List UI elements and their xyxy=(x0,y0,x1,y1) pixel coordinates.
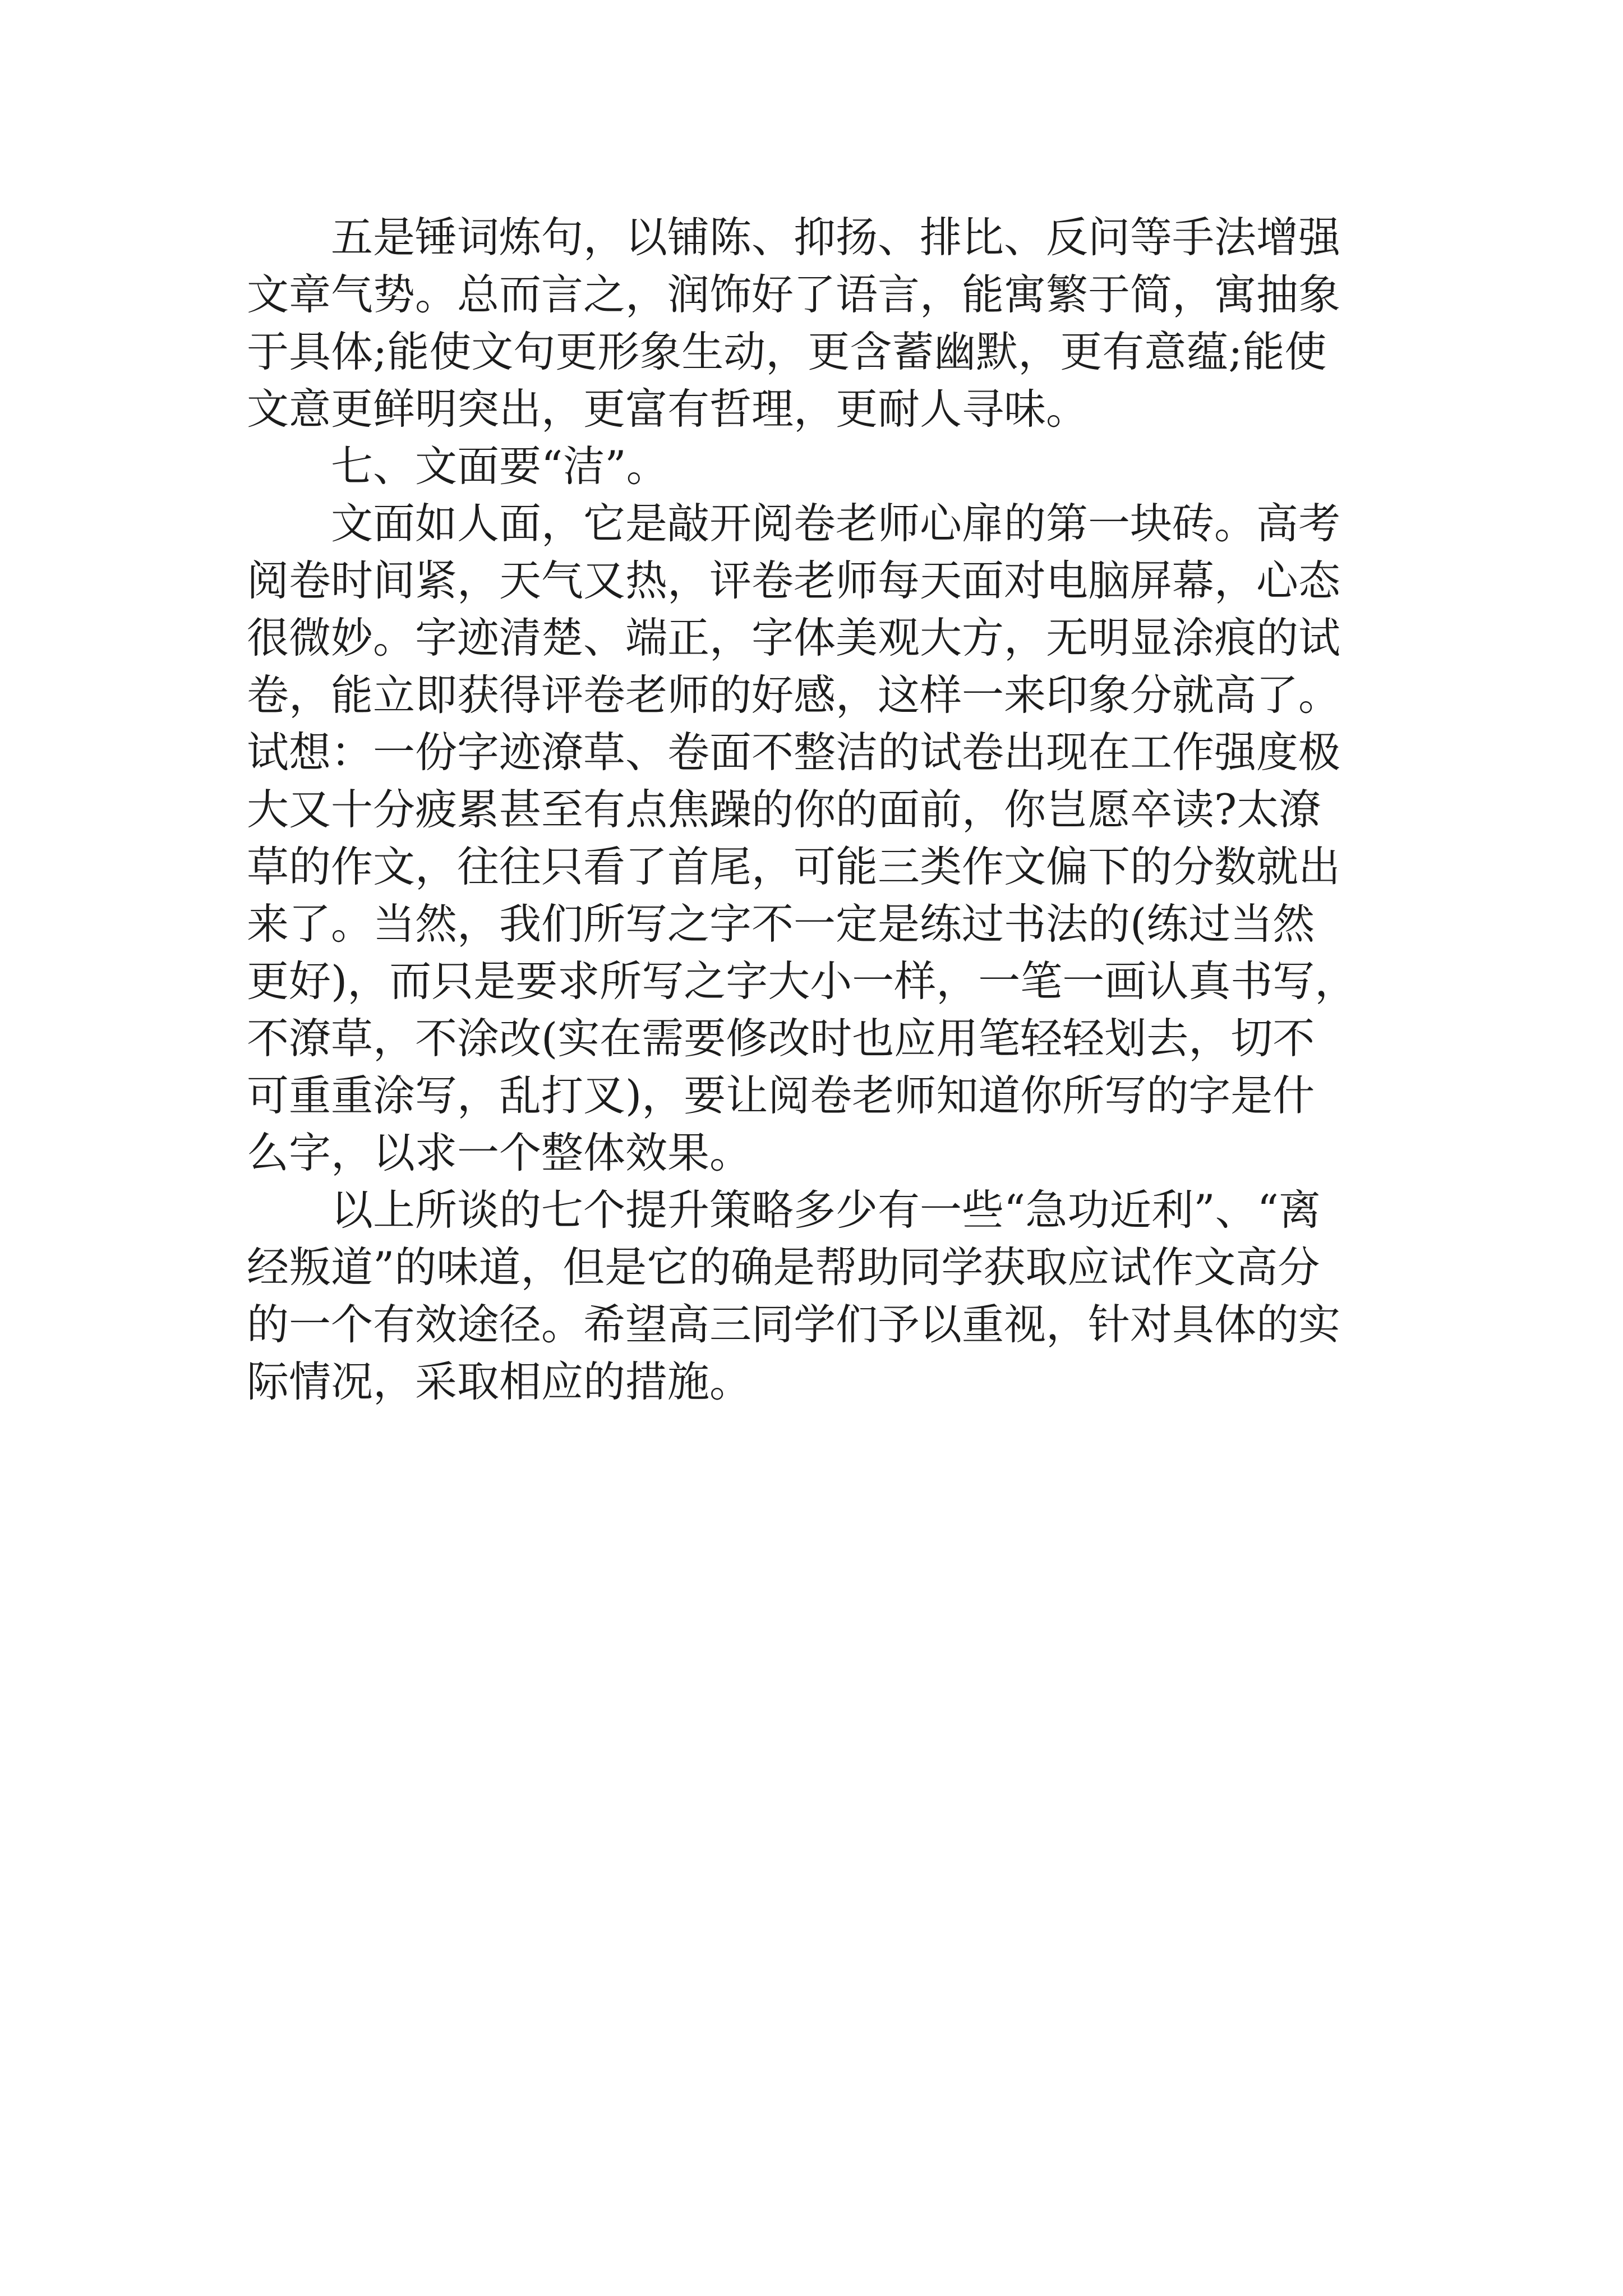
paragraph-conclusion-line-2: 经叛道”的味道，但是它的确是帮助同学获取应试作文高分 xyxy=(247,1243,1320,1292)
paragraph-five-line-3: 于具体;能使文句更形象生动，更含蓄幽默，更有意蕴;能使 xyxy=(247,327,1327,376)
paragraph-neatness-line-4: 卷，能立即获得评卷老师的好感，这样一来印象分就高了。 xyxy=(247,670,1341,720)
paragraph-neatness-line-2: 阅卷时间紧，天气又热，评卷老师每天面对电脑屏幕，心态 xyxy=(247,556,1341,605)
paragraph-five-line-1: 五是锤词炼句，以铺陈、抑扬、排比、反问等手法增强 xyxy=(331,213,1341,262)
paragraph-conclusion-line-3: 的一个有效途径。希望高三同学们予以重视，针对具体的实 xyxy=(247,1300,1341,1349)
paragraph-neatness-line-1: 文面如人面，它是敲开阅卷老师心扉的第一块砖。高考 xyxy=(331,499,1341,548)
paragraph-neatness-line-8: 来了。当然，我们所写之字不一定是练过书法的(练过当然 xyxy=(247,899,1315,949)
paragraph-neatness-line-10: 不潦草，不涂改(实在需要修改时也应用笔轻轻划去，切不 xyxy=(247,1014,1315,1063)
paragraph-neatness-line-12: 么字，以求一个整体效果。 xyxy=(247,1128,752,1177)
paragraph-neatness-line-7: 草的作文，往往只看了首尾，可能三类作文偏下的分数就出 xyxy=(247,842,1341,891)
document-body xyxy=(247,209,1391,1410)
section-heading-seven: 七、文面要“洁”。 xyxy=(331,441,668,491)
paragraph-neatness-line-11: 可重重涂写，乱打叉)，要让阅卷老师知道你所写的字是什 xyxy=(247,1071,1315,1120)
paragraph-conclusion-line-4: 际情况，采取相应的措施。 xyxy=(247,1357,752,1406)
paragraph-five-line-4: 文意更鲜明突出，更富有哲理，更耐人寻味。 xyxy=(247,384,1089,434)
paragraph-neatness-line-3: 很微妙。字迹清楚、端正，字体美观大方，无明显涂痕的试 xyxy=(247,613,1341,662)
paragraph-conclusion-line-1: 以上所谈的七个提升策略多少有一些“急功近利”、“离 xyxy=(331,1185,1321,1235)
paragraph-neatness-line-6: 大又十分疲累甚至有点焦躁的你的面前，你岂愿卒读?太潦 xyxy=(247,785,1321,834)
paragraph-neatness-line-9: 更好)，而只是要求所写之字大小一样，一笔一画认真书写， xyxy=(247,956,1357,1006)
paragraph-neatness-line-5: 试想：一份字迹潦草、卷面不整洁的试卷出现在工作强度极 xyxy=(247,728,1341,777)
paragraph-five-line-2: 文章气势。总而言之，润饰好了语言，能寓繁于简，寓抽象 xyxy=(247,270,1341,319)
